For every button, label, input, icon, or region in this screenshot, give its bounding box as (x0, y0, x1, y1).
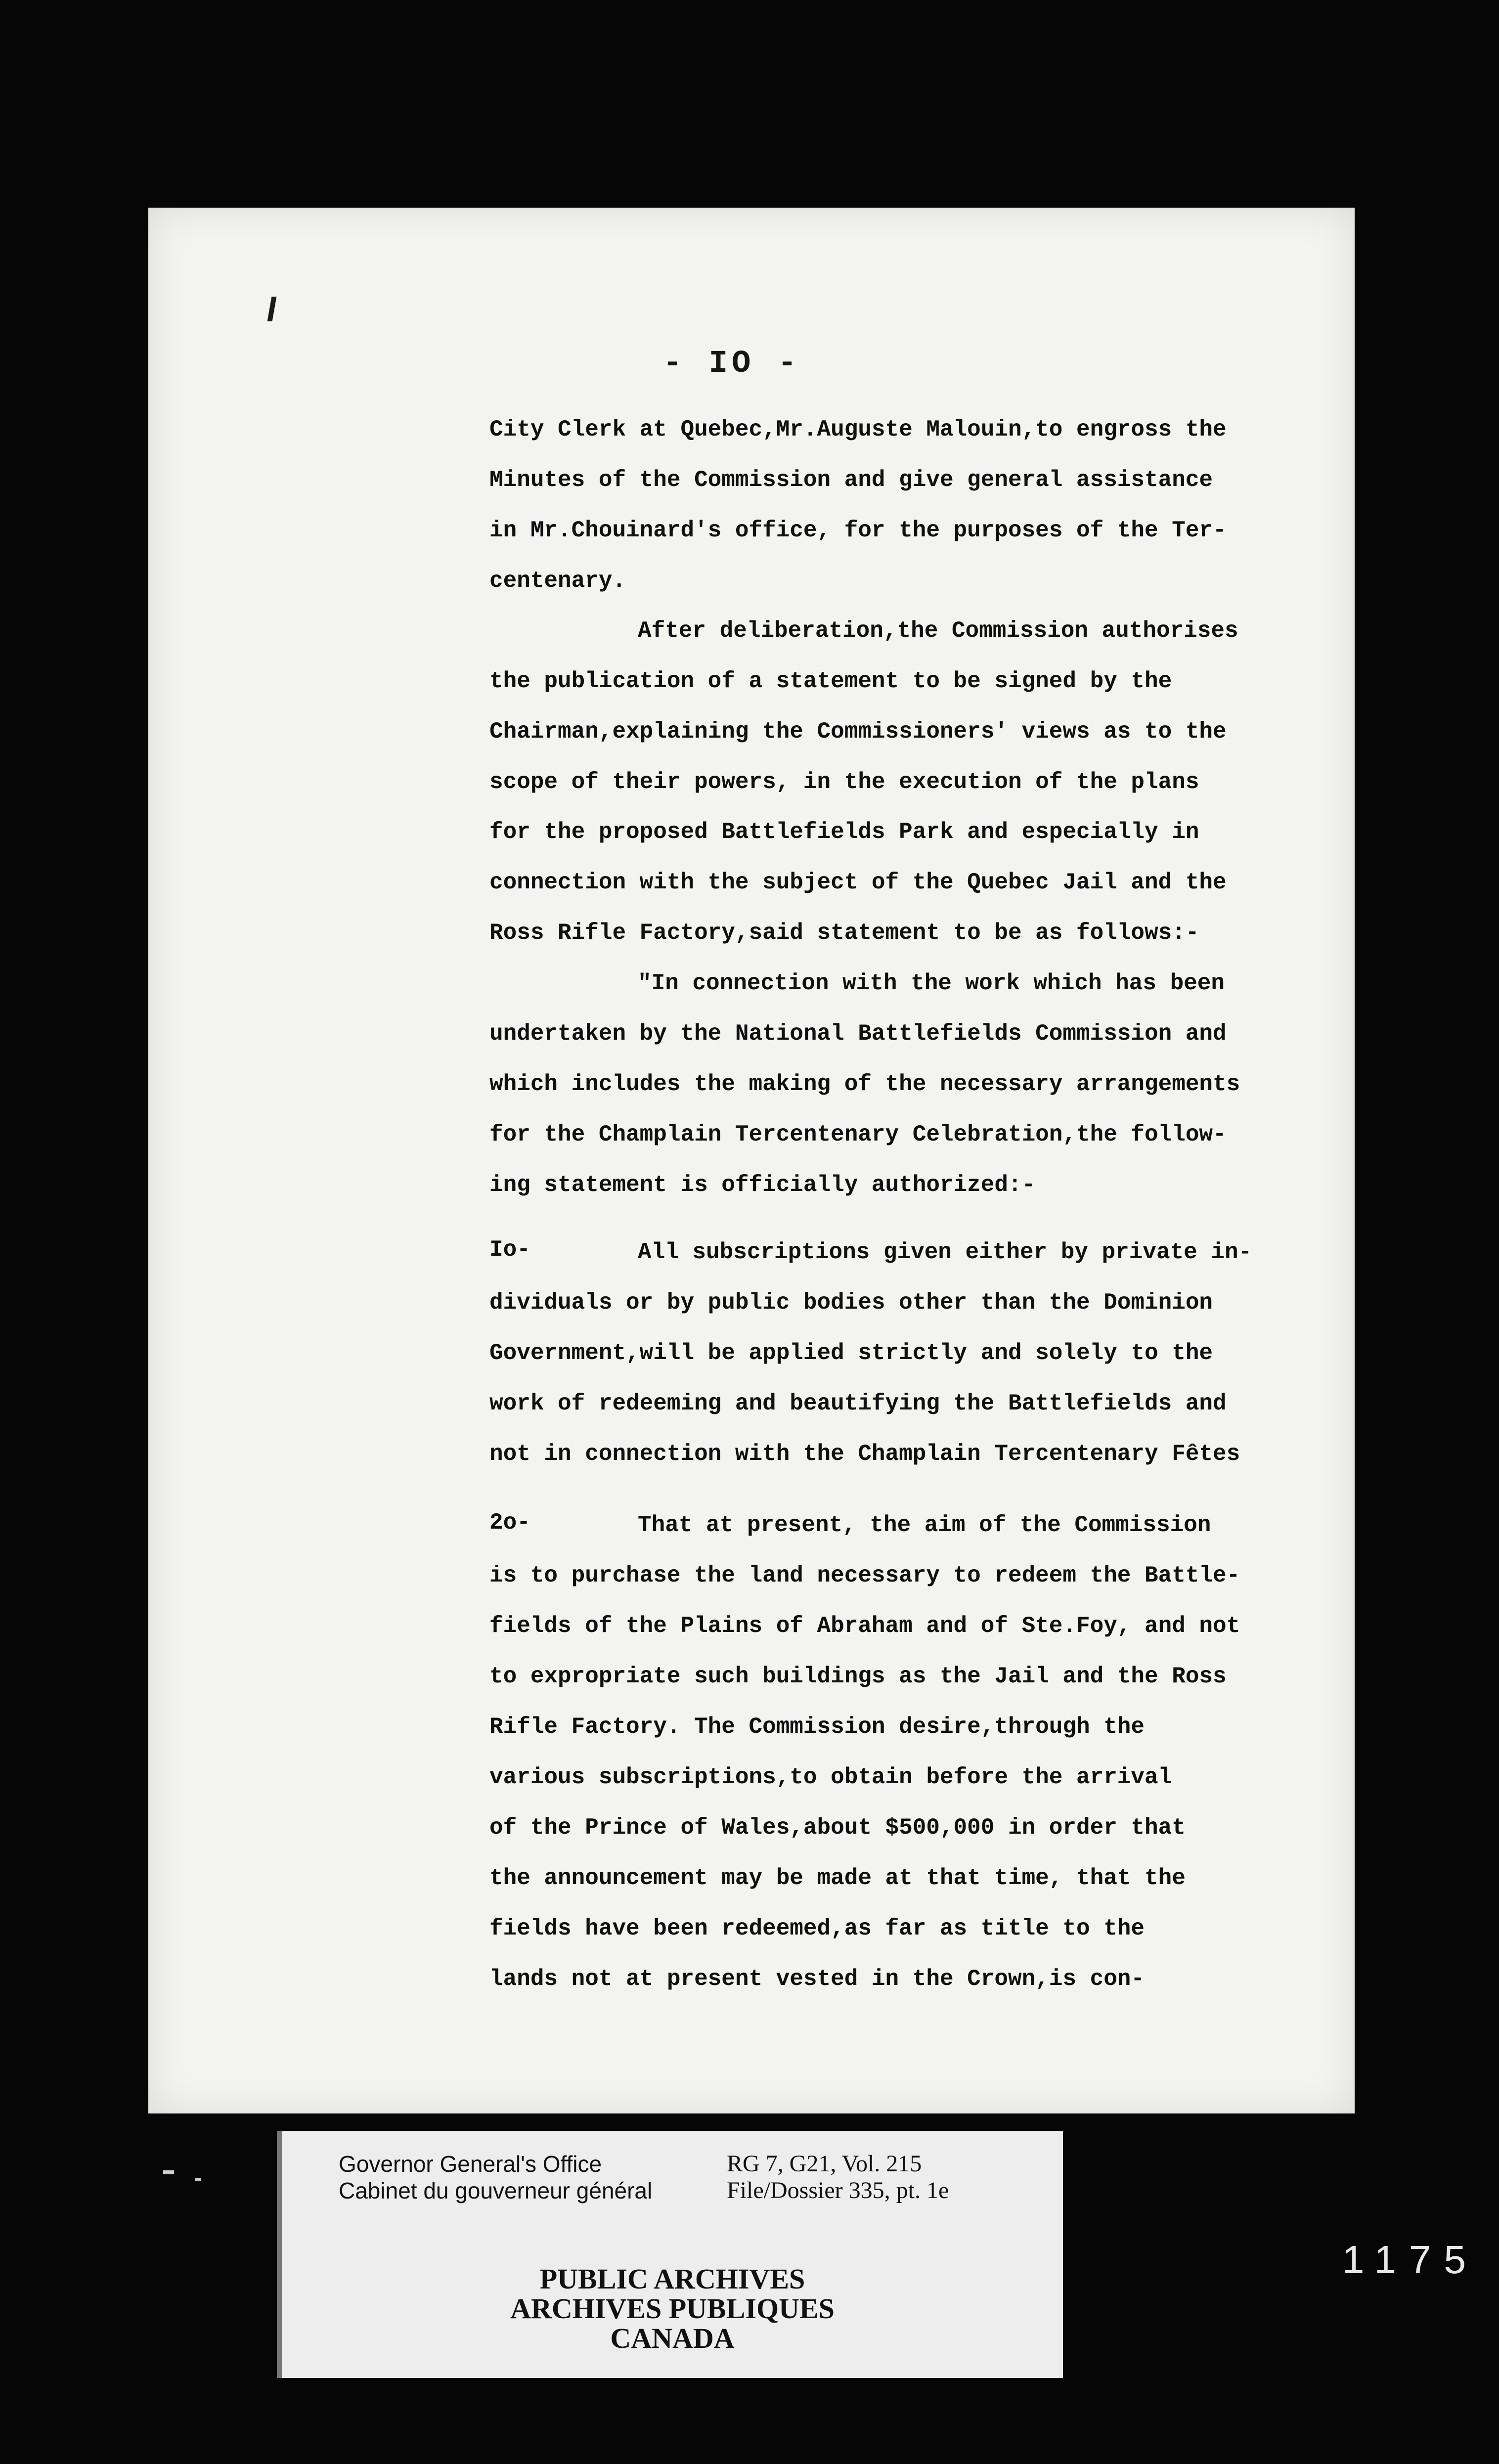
text-line: for the Champlain Tercentenary Celebration,the follow- (489, 1122, 1227, 1147)
text-line: the publication of a statement to be signed by the (489, 668, 1172, 694)
text-line: work of redeeming and beautifying the Battlefields and (489, 1391, 1227, 1416)
file-number: File/Dossier 335, pt. 1e (727, 2177, 949, 2203)
text-line: Ross Rifle Factory,said statement to be as follows:- (489, 920, 1199, 946)
page-number: - IO - (662, 346, 801, 382)
archive-reference (727, 2151, 949, 2204)
frame-number: 1175 (1342, 2238, 1479, 2282)
text-line: connection with the subject of the Quebec Jail and the (489, 870, 1227, 895)
text-line: That at present, the aim of the Commission (638, 1512, 1211, 1538)
archives-country: CANADA (610, 2322, 735, 2354)
text-line: After deliberation,the Commission authorises (638, 618, 1238, 644)
text-line: the announcement may be made at that time, that the (489, 1865, 1186, 1891)
text-line: which includes the making of the necessary arrangements (489, 1071, 1240, 1097)
text-line: City Clerk at Quebec,Mr.Auguste Malouin,to engross the (489, 417, 1227, 442)
text-line: to expropriate such buildings as the Jail and the Ross (489, 1664, 1227, 1689)
archive-label (277, 2131, 1063, 2378)
office-en: Governor General's Office (339, 2151, 602, 2177)
text-line: of the Prince of Wales,about $500,000 in order that (489, 1815, 1186, 1841)
text-line: dividuals or by public bodies other than the Dominion (489, 1290, 1213, 1316)
film-speck (163, 2170, 174, 2174)
text-line: scope of their powers, in the execution of the plans (489, 769, 1199, 795)
text-line: not in connection with the Champlain Tercentenary Fêtes (489, 1441, 1240, 1467)
text-line: various subscriptions,to obtain before the arrival (489, 1764, 1172, 1790)
item-label-1: Io- (489, 1237, 530, 1263)
item-label-2: 2o- (489, 1510, 530, 1536)
text-line: All subscriptions given either by private in- (638, 1239, 1252, 1265)
text-line: is to purchase the land necessary to redeem the Battle- (489, 1563, 1240, 1588)
text-line: Minutes of the Commission and give general assistance (489, 467, 1213, 493)
text-line: ing statement is officially authorized:- (489, 1172, 1036, 1198)
text-line: centenary. (489, 568, 626, 594)
text-line: fields have been redeemed,as far as title to the (489, 1916, 1145, 1941)
text-line: "In connection with the work which has been (638, 970, 1225, 996)
text-line: for the proposed Battlefields Park and especially in (489, 819, 1199, 845)
text-line: lands not at present vested in the Crown,is con- (489, 1966, 1145, 1992)
text-line: undertaken by the National Battlefields Commission and (489, 1021, 1227, 1047)
text-line: in Mr.Chouinard's office, for the purposes of the Ter- (489, 518, 1227, 543)
archive-office (339, 2151, 652, 2204)
archives-fr: ARCHIVES PUBLIQUES (510, 2292, 835, 2325)
reference-number: RG 7, G21, Vol. 215 (727, 2151, 922, 2177)
text-line: fields of the Plains of Abraham and of Ste.Foy, and not (489, 1613, 1240, 1639)
text-line: Chairman,explaining the Commissioners' views as to the (489, 719, 1227, 745)
office-fr: Cabinet du gouverneur général (339, 2178, 653, 2203)
text-line: Rifle Factory. The Commission desire,through the (489, 1714, 1145, 1740)
archives-en: PUBLIC ARCHIVES (539, 2263, 805, 2295)
text-line: Government,will be applied strictly and solely to the (489, 1340, 1213, 1366)
archive-title (282, 2264, 1063, 2353)
film-speck (195, 2178, 201, 2181)
